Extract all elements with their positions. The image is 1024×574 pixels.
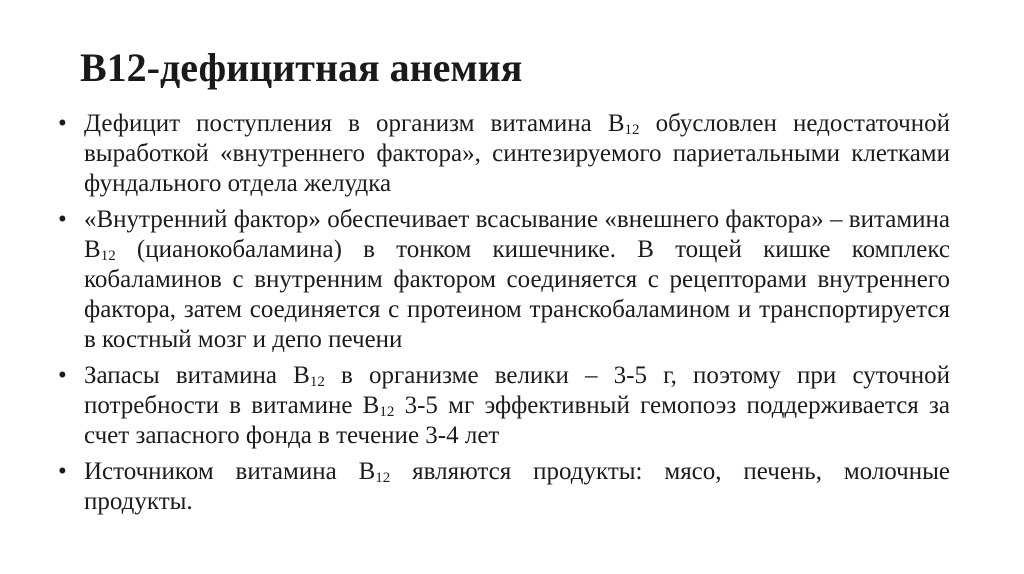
bullet-text: 3-5 мг эффективный гемопоэз поддерживается за счет запасного фонда в течение 3-4 лет [84,392,950,449]
bullet-text: в организме велики – 3-5 г, поэтому при суточной потребности в витамине B [84,362,950,419]
bullet-text: Источником витамина B [84,458,376,485]
bullet-text: (цианокобаламина) в тонком кишечнике. В тощей кишке комплекс кобаламинов с внутренним фактором соединяется с рецепторами внутреннего фактора, затем соединяется с протеином транскобаламином и транспортируется в костный мозг и депо печени [84,236,950,353]
bullet-list [58,109,950,523]
subscript: 12 [309,374,325,390]
bullet-item [58,457,950,517]
slide-title: B12-дефицитная анемия [80,45,523,90]
bullet-marker: • [58,458,67,485]
bullet-marker: • [58,362,67,389]
bullet-marker: • [58,206,67,233]
subscript: 12 [100,248,116,264]
bullet-item [58,109,950,199]
bullet-item [58,205,950,355]
bullet-text: Запасы витамина B [84,362,310,389]
bullet-text: Дефицит поступления в организм витамина B [84,110,625,137]
bullet-text: являются продукты: мясо, печень, молочные продукты. [84,458,950,515]
subscript: 12 [379,404,395,420]
bullet-marker: • [58,110,67,137]
bullet-text: «Внутренний фактор» обеспечивает всасывание «внешнего фактора» – витамина B [84,206,950,263]
bullet-text: обусловлен недостаточной выработкой «внутреннего фактора», синтезируемого париетальными клетками фундального отдела желудка [84,110,950,197]
bullet-item [58,361,950,451]
subscript: 12 [375,470,391,486]
subscript: 12 [624,122,640,138]
